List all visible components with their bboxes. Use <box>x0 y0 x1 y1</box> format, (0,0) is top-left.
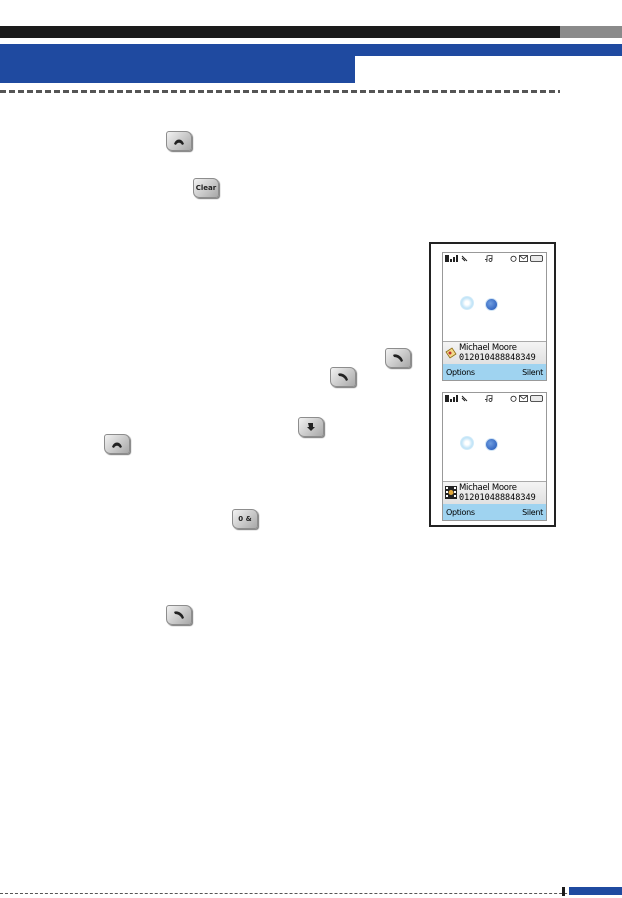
phone-screens-figure <box>429 242 556 527</box>
softkey-options[interactable]: Options <box>446 507 475 517</box>
mute-icon <box>461 395 468 402</box>
mute-icon <box>461 255 468 262</box>
send-key-icon <box>330 367 356 387</box>
status-bar <box>445 394 544 403</box>
call-animation-dot <box>485 438 498 451</box>
header-dark-bar <box>0 26 560 38</box>
zero-key-icon <box>232 509 258 529</box>
softkey-bar <box>443 364 546 380</box>
status-bar <box>445 254 544 263</box>
alarm-icon <box>510 395 517 402</box>
message-icon <box>519 255 528 262</box>
call-animation-glow <box>460 296 474 310</box>
end-key-icon <box>104 434 130 454</box>
header-dashed-rule <box>0 90 560 93</box>
caller-info <box>443 481 546 504</box>
header-grey-bar <box>560 26 622 38</box>
caller-name: Michael Moore <box>459 483 517 493</box>
clear-key-label: Clear <box>195 184 217 192</box>
incoming-call-screen <box>442 252 547 381</box>
caller-number: 012010488848349 <box>459 353 536 363</box>
footer-marker <box>562 887 565 896</box>
music-note-icon <box>485 395 493 402</box>
end-key-icon <box>166 131 192 151</box>
alarm-icon <box>510 255 517 262</box>
softkey-options[interactable]: Options <box>446 367 475 377</box>
call-animation-glow <box>460 436 474 450</box>
header-blue-band <box>0 44 622 56</box>
incoming-call-screen <box>442 392 547 521</box>
footer-dashed-rule <box>0 893 622 894</box>
caller-number: 012010488848349 <box>459 493 536 503</box>
call-animation-dot <box>485 298 498 311</box>
zero-key-label: 0 & <box>238 515 252 523</box>
signal-icon <box>445 255 459 262</box>
header-blue-tab <box>0 56 355 83</box>
caller-info <box>443 341 546 364</box>
message-icon <box>519 395 528 402</box>
side-key-icon <box>298 417 324 437</box>
send-key-icon <box>385 348 411 368</box>
caller-name: Michael Moore <box>459 343 517 353</box>
photo-id-icon <box>445 486 457 499</box>
contact-card-icon <box>445 346 457 359</box>
send-key-icon <box>166 605 192 625</box>
softkey-bar <box>443 504 546 520</box>
softkey-silent[interactable]: Silent <box>522 367 543 377</box>
softkey-silent[interactable]: Silent <box>522 507 543 517</box>
footer-page-tab <box>569 887 622 895</box>
signal-icon <box>445 395 459 402</box>
battery-icon <box>530 255 544 262</box>
battery-icon <box>530 395 544 402</box>
clear-key-icon <box>193 178 219 198</box>
music-note-icon <box>485 255 493 262</box>
